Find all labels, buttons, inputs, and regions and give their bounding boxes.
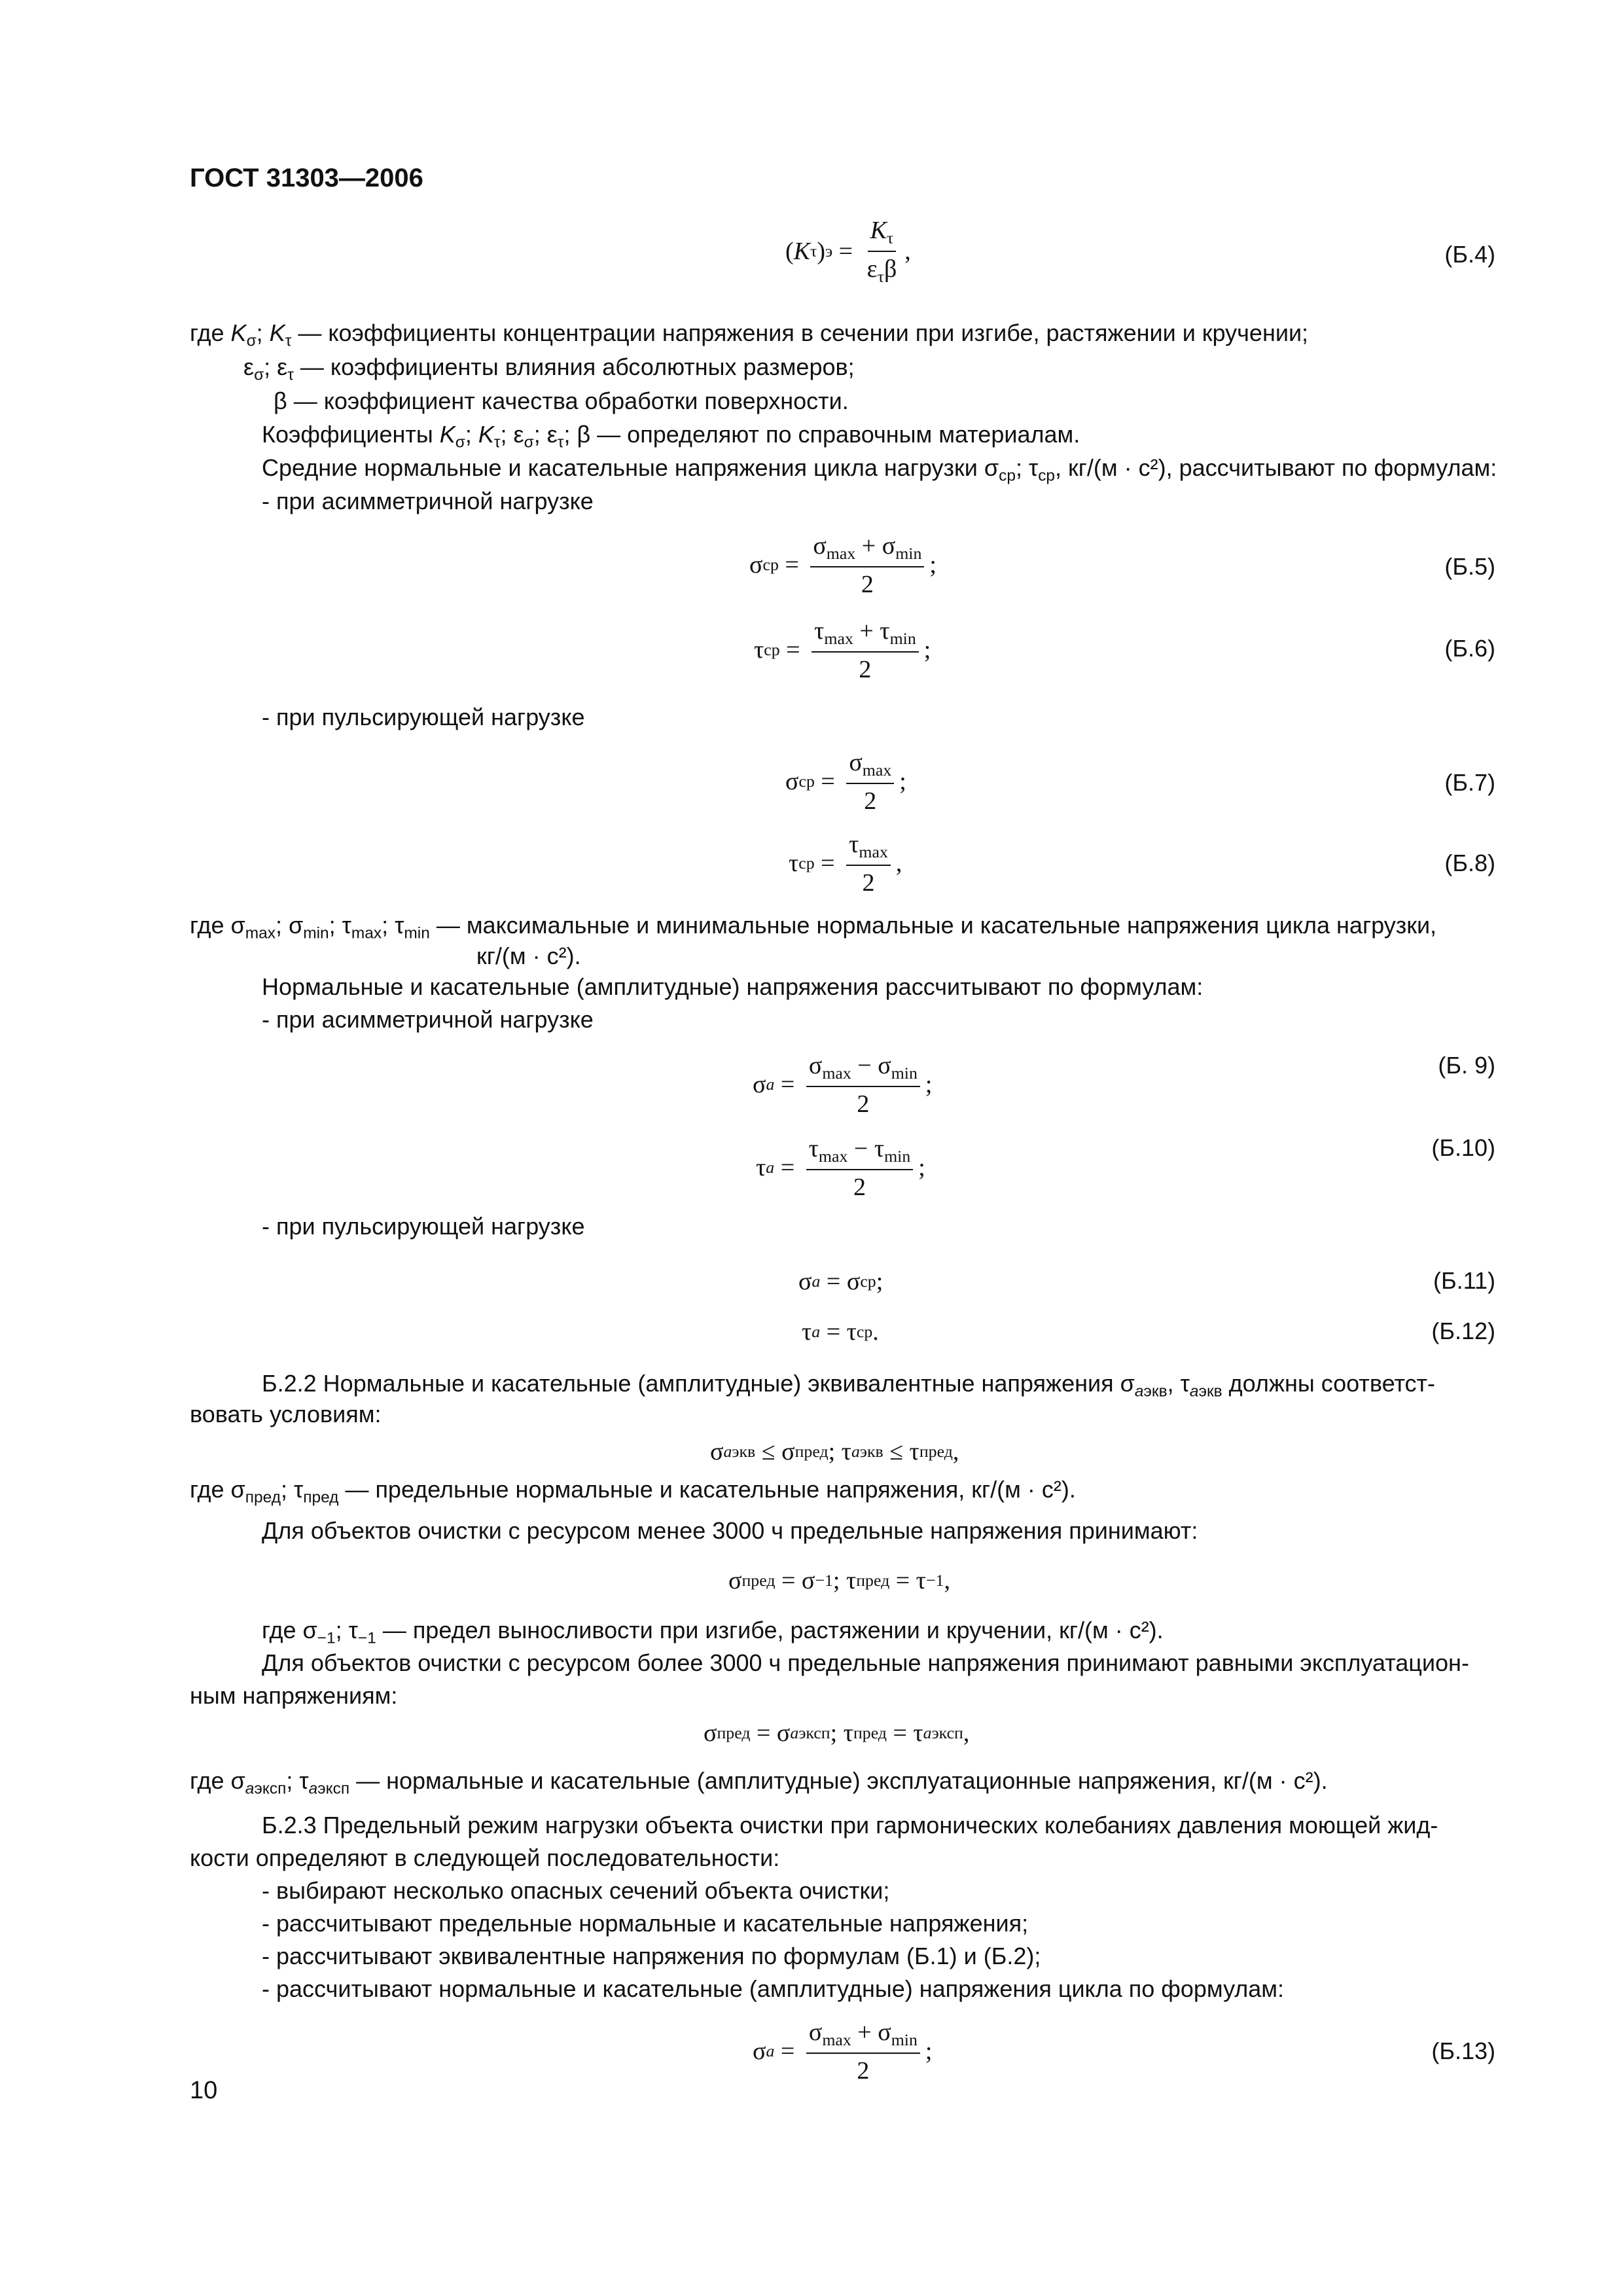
formula-number-b4: (Б.4) xyxy=(1444,241,1495,268)
amplitude-intro: Нормальные и касательные (амплитудные) напряжения рассчитывают по формулам: xyxy=(262,973,1204,1000)
section-b22-line1: Б.2.2 Нормальные и касательные (амплитудные) эквивалентные напряжения $\sigma_{aэкв}$, $\tau_{aэкв}$ должны соответст- xyxy=(262,1370,1436,1401)
formula-b6: τ ср = $\frac{\tau_{max} + \tau_{min}}{2}$ ; xyxy=(754,617,931,683)
section-b23-line2: кости определяют в следующей последовательности: xyxy=(190,1844,780,1871)
formula-b11: σ a = σ ср ; xyxy=(798,1268,883,1295)
where-max-min: где $\sigma_{max}$; $\sigma_{min}$; $\tau_{max}$; $\tau_{min}$ — максимальные и минимальные нормальные и касательные напряжения цикла нагрузки, xyxy=(190,912,1437,942)
where-concentration: где $K_\sigma$; $K_\tau$ — коэффициенты концентрации напряжения в сечении при изгибе, растяжении и кручении; xyxy=(190,319,1309,350)
section-b22-line2: вовать условиям: xyxy=(190,1401,382,1427)
formula-number-b10: (Б.10) xyxy=(1431,1134,1495,1161)
section-b23-line1: Б.2.3 Предельный режим нагрузки объекта очистки при гармонических колебаниях давления моющей жид- xyxy=(262,1812,1438,1839)
formula-b7: σ ср = $\frac{\sigma_{max}}{2}$ ; xyxy=(785,749,906,815)
where-operational: где $\sigma_{aэксп}$; $\tau_{aэксп}$ — нормальные и касательные (амплитудные) эксплуатационные напряжения, кг/(м · с²). xyxy=(190,1767,1328,1798)
formula-b12: τ a = τ ср . xyxy=(802,1318,879,1346)
formula-b9: σ a = $\frac{\sigma_{max} - \sigma_{min}}{2}$ ; xyxy=(753,1052,933,1118)
formula-number-b13: (Б.13) xyxy=(1431,2037,1495,2064)
formula-limit-more: σ пред = σ aэксп ; τ пред = τ aэксп , xyxy=(704,1719,970,1747)
coefficients-note: Коэффициенты $K_\sigma$; $K_\tau$; $\varepsilon_\sigma$; $\varepsilon_\tau$; β — определяют по справочным материалам. xyxy=(262,421,1080,452)
formula-number-b7: (Б.7) xyxy=(1444,769,1495,796)
formula-condition: σ aэкв ≤ σ пред ; τ aэкв ≤ τ пред , xyxy=(710,1438,959,1465)
formula-b4: ( K τ ) э = $\frac{K_\tau}{\varepsilon_\tau\beta}$ , xyxy=(785,217,911,286)
more-3000-line1: Для объектов очистки с ресурсом более 3000 ч предельные напряжения принимают равными эксплуатацион- xyxy=(262,1649,1469,1676)
more-3000-line2: ным напряжениям: xyxy=(190,1682,398,1709)
formula-number-b8: (Б.8) xyxy=(1444,850,1495,876)
document-title: ГОСТ 31303—2006 xyxy=(190,164,423,192)
less-3000-text: Для объектов очистки с ресурсом менее 3000 ч предельные напряжения принимают: xyxy=(262,1517,1198,1544)
formula-limit-less: σ пред = σ −1 ; τ пред = τ −1 , xyxy=(728,1567,950,1594)
mean-stress-intro: Средние нормальные и касательные напряжения цикла нагрузки $\sigma_{ср}$; $\tau_{ср}$, кг/(м · с²), рассчитывают по формулам: xyxy=(262,454,1497,485)
formula-b13: σ a = $\frac{\sigma_{max} + \sigma_{min}}{2}$ ; xyxy=(753,2018,933,2085)
page-number: 10 xyxy=(190,2077,218,2104)
pulsating-load-label: - при пульсирующей нагрузке xyxy=(262,704,585,730)
asymmetric-load-label: - при асимметричной нагрузке xyxy=(262,488,594,514)
formula-number-b9: (Б. 9) xyxy=(1438,1052,1495,1079)
where-limit: где $\sigma_{пред}$; $\tau_{пред}$ — предельные нормальные и касательные напряжения, кг/(м · с²). xyxy=(190,1476,1076,1507)
formula-b8: τ ср = $\frac{\tau_{max}}{2}$ , xyxy=(789,831,902,897)
step-1: - выбирают несколько опасных сечений объекта очистки; xyxy=(262,1877,890,1904)
where-beta: β — коэффициент качества обработки поверхности. xyxy=(274,387,849,414)
formula-number-b11: (Б.11) xyxy=(1433,1267,1495,1294)
formula-number-b5: (Б.5) xyxy=(1444,553,1495,580)
formula-b10: τ a = $\frac{\tau_{max} - \tau_{min}}{2}$ ; xyxy=(756,1135,925,1201)
formula-number-b6: (Б.6) xyxy=(1444,635,1495,662)
asymmetric-load-label-2: - при асимметричной нагрузке xyxy=(262,1006,594,1033)
formula-number-b12: (Б.12) xyxy=(1431,1318,1495,1344)
where-endurance: где $\sigma_{-1}$; $\tau_{-1}$ — предел выносливости при изгибе, растяжении и кручении, кг/(м · с²). xyxy=(262,1617,1164,1647)
pulsating-load-label-2: - при пульсирующей нагрузке xyxy=(262,1213,585,1240)
step-4: - рассчитывают нормальные и касательные (амплитудные) напряжения цикла по формулам: xyxy=(262,1975,1285,2002)
formula-b5: σ ср = $\frac{\sigma_{max} + \sigma_{min}}{2}$ ; xyxy=(749,532,936,598)
where-max-min-units: кг/(м · с²). xyxy=(476,942,581,969)
step-2: - рассчитывают предельные нормальные и касательные напряжения; xyxy=(262,1910,1029,1937)
where-size: $\varepsilon_\sigma$; $\varepsilon_\tau$ — коэффициенты влияния абсолютных размеров; xyxy=(243,353,855,384)
step-3: - рассчитывают эквивалентные напряжения по формулам (Б.1) и (Б.2); xyxy=(262,1943,1041,1969)
